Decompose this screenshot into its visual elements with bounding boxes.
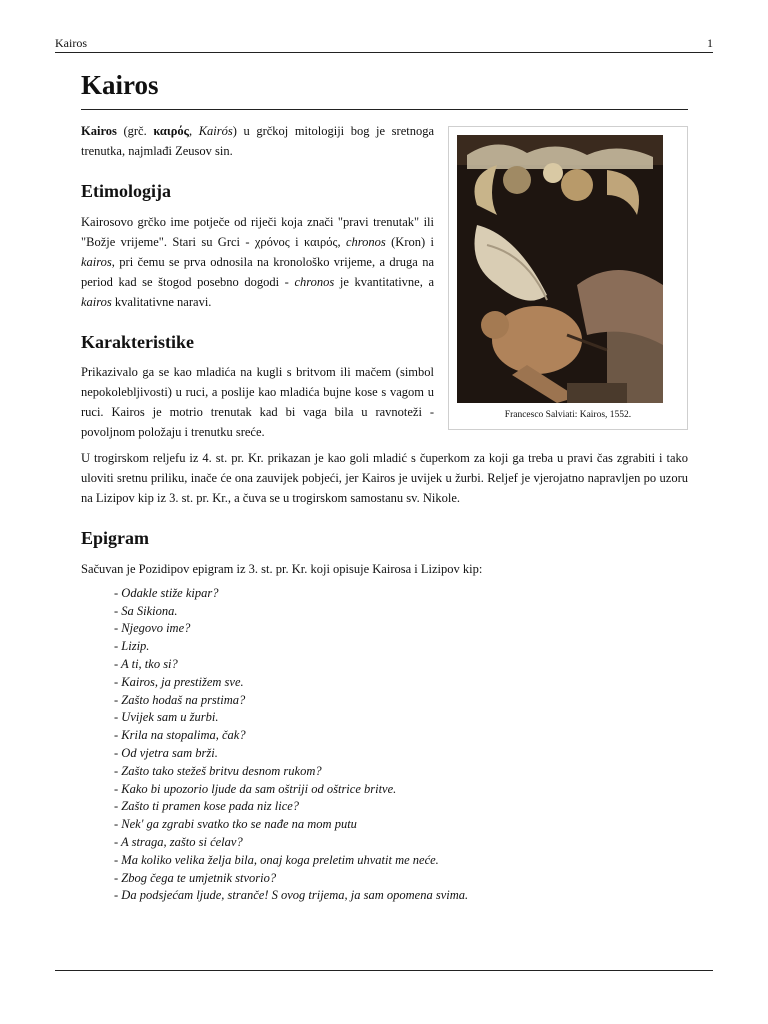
painting-image[interactable] [457,135,663,403]
epigram-line: - Zašto tako stežeš britvu desnom rukom? [114,763,322,778]
text-run: Kairós [198,124,233,139]
article-title: Kairos [81,68,688,110]
epigram-line: - A ti, tko si? [114,657,178,672]
text-run: kairos [81,254,112,269]
epigram-line: - Ma koliko velika želja bila, onaj koga preletim uhvatit me neće. [114,852,439,867]
epigram-line: - A straga, zašto si ćelav? [114,835,243,850]
text-run: Kairosovo grčko ime potječe od riječi koja znači "pravi trenutak" ili "Božje vrijeme". Stari su Grci - χρόνος i καιρός, [81,214,434,249]
epigram-line: - Sa Sikiona. [114,603,178,618]
text-run: je kvantitativne, a [334,274,434,289]
epigram-lines [114,585,688,905]
page-header [55,36,713,53]
footer-divider [55,970,713,971]
epigram-line: - Uvijek sam u žurbi. [114,710,219,725]
text-run: (grč. [116,124,154,139]
epigram-line: - Zbog čega te umjetnik stvorio? [114,870,277,885]
text-run: καιρός [153,124,189,139]
epigram-line: - Lizip. [114,639,150,654]
text-run: kairos [81,294,112,309]
figure-box [448,126,688,430]
epigram-line: - Krila na stopalima, čak? [114,728,246,743]
epigram-line: - Kako bi upozorio ljude da sam oštriji od oštrice britve. [114,781,397,796]
text-run: (Kron) i [385,234,434,249]
karakteristike-paragraph-1: Prikazivalo ga se kao mladića na kugli s britvom ili mačem (simbol nepokolebljivosti) u ruci, a poslije kao mladića bujne kose s vagom u ruci. Kairos je motrio trenutak kad bi vaga bila u ravnoteži - povoljnom položaju i trenutku sreće. [81,365,434,440]
heading-karakteristike: Karakteristike [81,331,194,352]
page-number: 1 [707,36,713,50]
epigram-line: - Zašto ti pramen kose pada niz lice? [114,799,300,814]
epigram-line: - Da podsjećam ljude, strančе! S ovog trijema, ja sam opomena svima. [114,888,469,903]
article-body [81,68,688,905]
epigram-line: - Nek' ga zgrabi svatko tko se nađe na mom putu [114,817,357,832]
epigram-line: - Odakle stiže kipar? [114,585,219,600]
figure-caption: Francesco Salviati: Kairos, 1552. [504,410,632,421]
text-run: kvalitativne naravi. [111,294,212,309]
epigram-line: - Zašto hodaš na prstima? [114,692,246,707]
text-run: , [188,124,199,139]
header-title: Kairos [55,36,87,50]
epigram-intro: Sačuvan je Pozidipov epigram iz 3. st. pr. Kr. koji opisuje Kairosa i Lizipov kip: [81,561,483,576]
heading-epigram: Epigram [81,528,150,549]
heading-etimologija: Etimologija [81,181,171,202]
text-run: chronos [294,274,335,289]
epigram-line: - Njegovo ime? [114,621,191,636]
epigram-line: - Od vjetra sam brži. [114,746,218,761]
text-run: chronos [345,234,386,249]
karakteristike-paragraph-2: U trogirskom reljefu iz 4. st. pr. Kr. prikazan je kao goli mladić s čuperkom za koji ga treba u pravi čas zgrabiti i tako uloviti sretnu priliku, inače će ona zauvijek pobjeći, jer Kairos je uvijek u žurbi. Reljef je vjerojatno napravljen po uzoru na Lizipov kip iz 3. st. pr. Kr., a čuva se u trogirskom samostanu sv. Nikole. [81,451,688,506]
text-run: Kairos [81,124,117,139]
text-run: ) u grčkoj mitologiji bog je sretnoga trenutka, najmlađi Zeusov sin. [81,124,435,159]
epigram-line: - Kairos, ja prestižem sve. [114,674,244,689]
text-run: , pri čemu se prva odnosila na kronološko vrijeme, a druga na period kad se štogod posebno dogodi - [81,254,434,289]
